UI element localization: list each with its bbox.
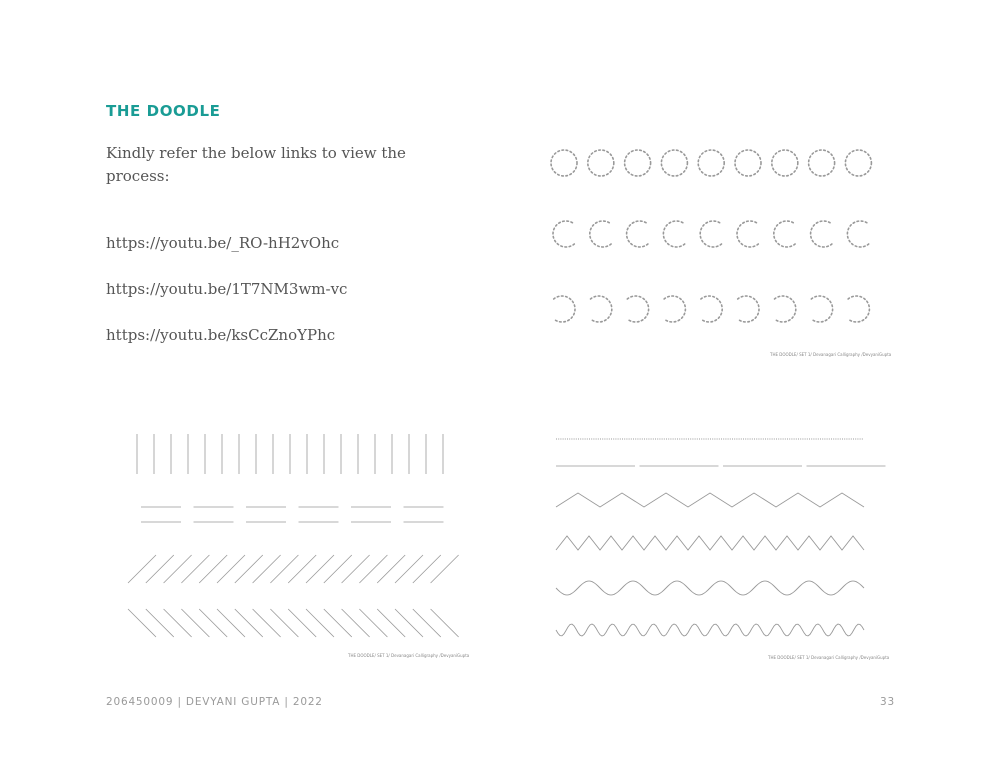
footer-author: 206450009 | DEVYANI GUPTA | 2022 bbox=[106, 696, 323, 708]
backward-diagonal-stroke bbox=[235, 609, 263, 637]
dotted-reverse-arc bbox=[554, 296, 575, 322]
backward-diagonal-stroke bbox=[270, 609, 298, 637]
large-zigzag bbox=[556, 493, 864, 507]
backward-diagonal-stroke bbox=[217, 609, 245, 637]
backward-diagonal-stroke bbox=[164, 609, 192, 637]
wave-practice-sheet bbox=[556, 439, 886, 636]
dotted-circle bbox=[772, 150, 798, 176]
dotted-c-arc bbox=[553, 221, 574, 247]
forward-diagonal-stroke bbox=[413, 555, 441, 583]
forward-diagonal-stroke bbox=[342, 555, 370, 583]
dotted-reverse-arc bbox=[627, 296, 648, 322]
forward-diagonal-stroke bbox=[253, 555, 281, 583]
small-wave bbox=[556, 624, 864, 636]
dotted-reverse-arc bbox=[811, 296, 832, 322]
small-zigzag bbox=[556, 536, 864, 550]
backward-diagonal-stroke bbox=[128, 609, 156, 637]
sheet-credit-3: THE DOODLE/ SET 1/ Devanagari Calligraphy /DevyaniGupta bbox=[768, 655, 890, 660]
dotted-reverse-arc bbox=[775, 296, 796, 322]
dotted-reverse-arc bbox=[701, 296, 722, 322]
forward-diagonal-stroke bbox=[395, 555, 423, 583]
forward-diagonal-stroke bbox=[164, 555, 192, 583]
forward-diagonal-stroke bbox=[217, 555, 245, 583]
forward-diagonal-stroke bbox=[324, 555, 352, 583]
backward-diagonal-stroke bbox=[199, 609, 227, 637]
backward-diagonal-stroke bbox=[181, 609, 209, 637]
dotted-c-arc bbox=[663, 221, 684, 247]
dotted-reverse-arc bbox=[738, 296, 759, 322]
dotted-c-arc bbox=[774, 221, 795, 247]
forward-diagonal-stroke bbox=[235, 555, 263, 583]
forward-diagonal-stroke bbox=[377, 555, 405, 583]
backward-diagonal-stroke bbox=[342, 609, 370, 637]
forward-diagonal-stroke bbox=[128, 555, 156, 583]
circle-practice-sheet bbox=[551, 150, 871, 322]
dotted-c-arc bbox=[700, 221, 721, 247]
dotted-c-arc bbox=[590, 221, 611, 247]
video-link-1[interactable]: https://youtu.be/_RO-hH2vOhc bbox=[106, 234, 340, 252]
sheet-credit-2: THE DOODLE/ SET 1/ Devanagari Calligraphy /DevyaniGupta bbox=[348, 653, 470, 658]
dotted-circle bbox=[588, 150, 614, 176]
dotted-circle bbox=[845, 150, 871, 176]
backward-diagonal-stroke bbox=[413, 609, 441, 637]
backward-diagonal-stroke bbox=[146, 609, 174, 637]
backward-diagonal-stroke bbox=[324, 609, 352, 637]
dotted-circle bbox=[551, 150, 577, 176]
dotted-c-arc bbox=[627, 221, 648, 247]
dotted-c-arc bbox=[847, 221, 868, 247]
backward-diagonal-stroke bbox=[253, 609, 281, 637]
video-link-3[interactable]: https://youtu.be/ksCcZnoYPhc bbox=[106, 326, 336, 344]
dotted-reverse-arc bbox=[591, 296, 612, 322]
forward-diagonal-stroke bbox=[181, 555, 209, 583]
dotted-circle bbox=[661, 150, 687, 176]
dotted-c-arc bbox=[811, 221, 832, 247]
forward-diagonal-stroke bbox=[270, 555, 298, 583]
section-title: THE DOODLE bbox=[106, 102, 221, 120]
dotted-circle bbox=[625, 150, 651, 176]
dotted-reverse-arc bbox=[664, 296, 685, 322]
forward-diagonal-stroke bbox=[431, 555, 459, 583]
video-link-2[interactable]: https://youtu.be/1T7NM3wm-vc bbox=[106, 280, 348, 298]
dotted-circle bbox=[735, 150, 761, 176]
forward-diagonal-stroke bbox=[146, 555, 174, 583]
dotted-c-arc bbox=[737, 221, 758, 247]
backward-diagonal-stroke bbox=[377, 609, 405, 637]
dotted-circle bbox=[809, 150, 835, 176]
backward-diagonal-stroke bbox=[359, 609, 387, 637]
forward-diagonal-stroke bbox=[288, 555, 316, 583]
large-wave bbox=[556, 581, 864, 595]
forward-diagonal-stroke bbox=[199, 555, 227, 583]
backward-diagonal-stroke bbox=[306, 609, 334, 637]
line-practice-sheet bbox=[128, 434, 459, 637]
backward-diagonal-stroke bbox=[395, 609, 423, 637]
forward-diagonal-stroke bbox=[359, 555, 387, 583]
backward-diagonal-stroke bbox=[288, 609, 316, 637]
sheet-credit-1: THE DOODLE/ SET 1/ Devanagari Calligraphy /DevyaniGupta bbox=[770, 352, 892, 357]
dotted-reverse-arc bbox=[848, 296, 869, 322]
forward-diagonal-stroke bbox=[306, 555, 334, 583]
page-number: 33 bbox=[880, 696, 895, 708]
backward-diagonal-stroke bbox=[431, 609, 459, 637]
dotted-circle bbox=[698, 150, 724, 176]
intro-text: Kindly refer the below links to view the process: bbox=[106, 144, 406, 185]
